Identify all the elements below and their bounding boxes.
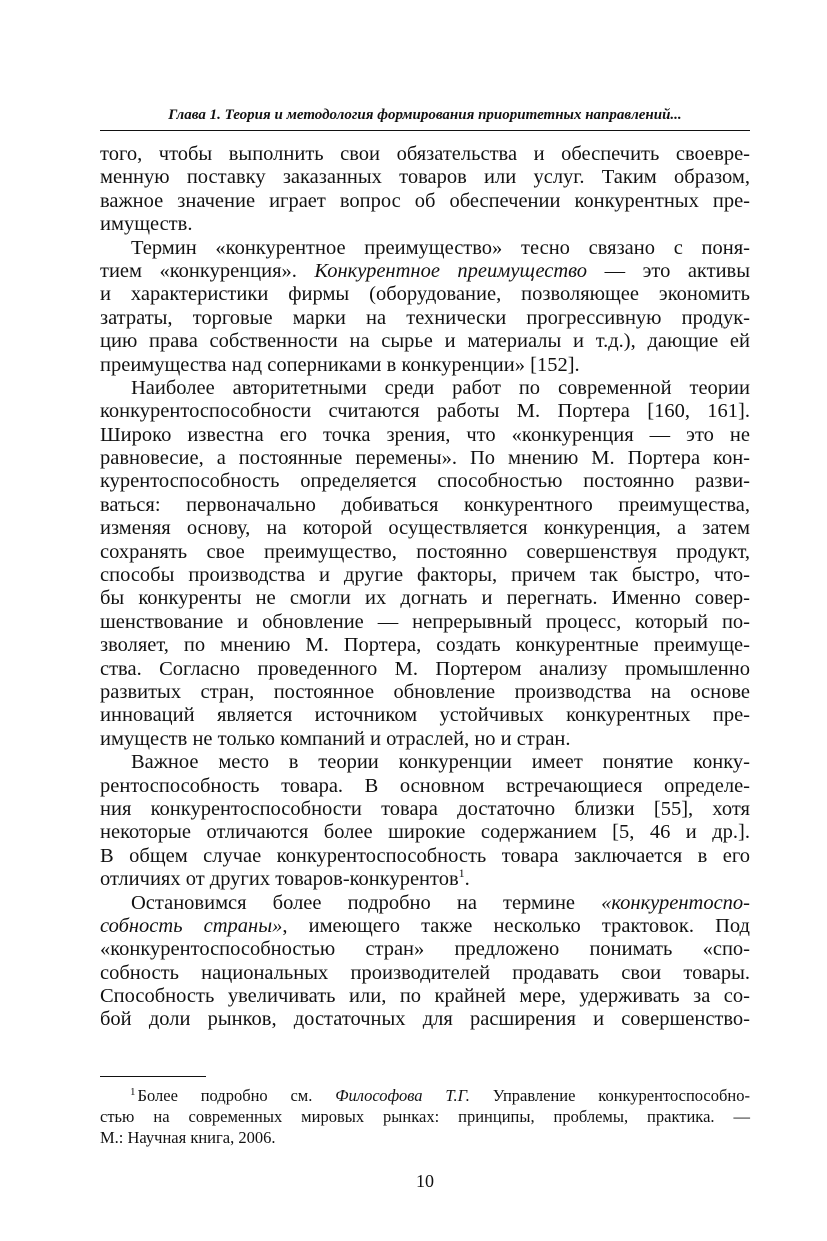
text-line: зволяет, по мнению М. Портера, создать конкурентные преимуще- [100,634,750,657]
body-text [100,143,750,1032]
text-line: цию права собственности на сырье и материалы и т.д.), дающие ей [100,330,750,353]
text-line: имуществ не только компаний и отраслей, но и стран. [100,727,571,750]
text-line: конкурентоспособности считаются работы М. Портера [160, 161]. [100,400,750,423]
text-line: менную поставку заказанных товаров или услуг. Таким образом, [100,166,750,189]
text-line: Термин «конкурентное преимущество» тесно связано с поня- [131,236,750,259]
text-line: развитых стран, постоянное обновление производства на основе [100,680,750,703]
text-line: собность национальных производителей продавать свои товары. [100,961,750,984]
text-line: равновесие, а постоянные перемены». По мнению М. Портера кон- [100,447,750,470]
text-line: затраты, торговые марки на технически прогрессивную продук- [100,306,750,329]
text-line: инноваций является источником устойчивых конкурентных пре- [100,704,750,727]
footnote [100,1085,750,1148]
text-line: Важное место в теории конкуренции имеет понятие конку- [131,751,750,774]
text-line: курентоспособность определяется способностью постоянно разви- [100,470,750,493]
text-line: преимущества над соперниками в конкуренции» [152]. [100,353,580,376]
text-line: важное значение играет вопрос об обеспечении конкурентных пре- [100,189,750,212]
text-line: Остановимся более подробно на термине «конкурентоспо- [131,891,750,914]
italic-term: собность страны» [100,914,283,937]
text-line: того, чтобы выполнить свои обязательства и обеспечить своевре- [100,143,750,165]
text-line: Способность увеличивать или, по крайней мере, удерживать за со- [100,985,750,1008]
text-line: ния конкурентоспособности товара достаточно близки [55], хотя [100,797,750,820]
text-line: имуществ. [100,213,193,236]
italic-term: «конкурентоспо- [601,891,750,914]
text-line: В общем случае конкурентоспособность товара заключается в его [100,844,750,867]
text-line: ства. Согласно проведенного М. Портером анализу промышленно [100,657,750,680]
italic-term: Конкурентное преимущество [314,259,588,282]
footnote-line: М.: Научная книга, 2006. [100,1128,276,1147]
footnote-reference: 1 [458,866,465,881]
footnote-rule [100,1076,206,1077]
footnote-line: $^1$ Более подробно см. Философова Т.Г. Управление конкурентоспособно- [130,1086,750,1105]
text-line: «конкурентоспособностью стран» предложено понимать «спо- [100,938,750,961]
text-line: сохранять свое преимущество, постоянно совершенствуя продукт, [100,540,750,563]
text-line: собность страны», имеющего также несколько трактовок. Под [100,914,750,937]
text-line: способы производства и другие факторы, причем так быстро, что- [100,564,750,587]
text-line: изменяя основу, на которой осуществляется конкуренция, а затем [100,517,750,540]
footnote-marker: 1 [130,1086,136,1098]
text-line: отличиях от других товаров-конкурентов$^1$. [100,866,470,891]
text-line: бой доли рынков, достаточных для расширения и совершенство- [100,1008,750,1031]
running-header: Глава 1. Теория и методология формирования приоритетных направлений... [168,107,682,123]
text-line: рентоспособность товара. В основном встречающиеся определе- [100,774,750,797]
text-line: некоторые отличаются более широкие содержанием [5, 46 и др.]. [100,821,750,844]
text-line: и характеристики фирмы (оборудование, позволяющее экономить [100,283,750,306]
footnote-line: стью на современных мировых рынках: принципы, проблемы, практика. — [100,1107,750,1126]
text-line: ваться: первоначально добиваться конкурентного преимущества, [100,493,750,516]
footnote-author: Философова Т.Г. [335,1086,470,1105]
header-rule [100,130,750,131]
text-line: Наиболее авторитетными среди работ по современной теории [131,376,750,399]
text-line: Широко известна его точка зрения, что «конкуренция — это не [100,423,750,446]
text-line: бы конкуренты не смогли их догнать и перегнать. Именно совер- [100,587,750,610]
text-line: шенствование и обновление — непрерывный процесс, который по- [100,610,750,633]
page-number: 10 [416,1171,434,1191]
text-line: тием «конкуренция». Конкурентное преимущество — это активы [100,259,751,282]
